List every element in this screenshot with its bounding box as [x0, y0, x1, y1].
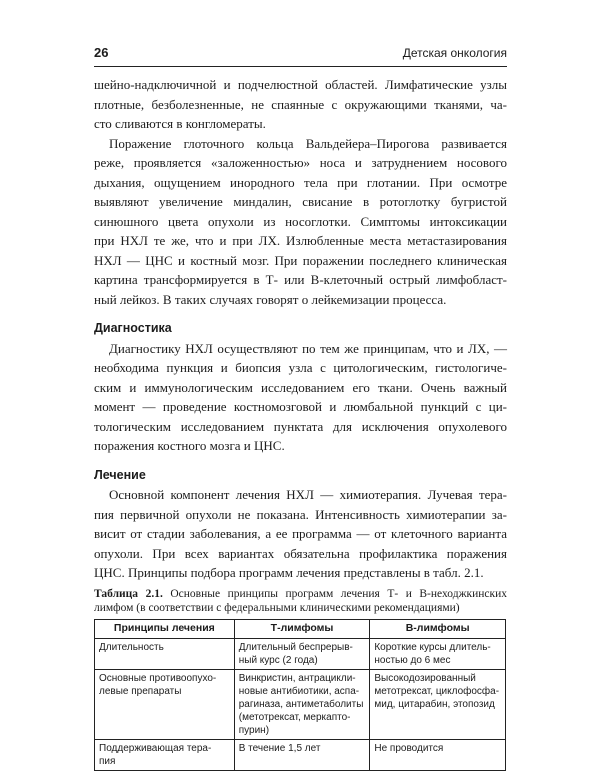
- text-line: ный лейкоз. В таких случаях говорят о лейкемизации процесса.: [94, 291, 447, 307]
- text-line: пия первичной опухоли не показана. Интенсивность химиотерапии за-: [94, 506, 507, 522]
- column-header: В-лимфомы: [370, 619, 506, 638]
- text-line: картина трансформируется в Т- или В-клеточный острый лимфобласт-: [94, 272, 507, 287]
- text-line: висит от стадии заболевания, а ее программа — от клеточного варианта: [94, 526, 507, 541]
- table-cell: [234, 669, 370, 739]
- treatment-principles-table: [94, 619, 506, 771]
- cell-line: Основные противоопухо-: [99, 672, 217, 684]
- table-header-row: [95, 619, 506, 638]
- table-row: [95, 739, 506, 770]
- cell-line: метотрексат, циклофосфа-: [374, 685, 500, 697]
- text-line: Диагностику НХЛ осуществляют по тем же принципам, что и ЛХ, —: [109, 340, 507, 356]
- caption-label: Таблица 2.1.: [94, 587, 163, 600]
- paragraph-intro: [94, 75, 507, 134]
- cell-line: Длительный беспрерыв-: [238, 641, 353, 653]
- cell-line: Короткие курсы длитель-: [374, 641, 491, 653]
- cell-line: ностью до 6 мес: [374, 654, 451, 666]
- caption-line: [94, 587, 507, 601]
- text-line: плотные, безболезненные, не спаянные с окружающими тканями, ча-: [94, 96, 507, 112]
- page-header: [94, 44, 507, 67]
- table-row: [95, 638, 506, 669]
- text-line: ским и иммунологическим исследованием его ткани. Очень важный: [94, 379, 507, 395]
- table-cell: [370, 669, 506, 739]
- text-line: Основной компонент лечения НХЛ — химиотерапия. Лучевая тера-: [109, 487, 507, 502]
- cell-line: (метотрексат, меркапто-: [238, 711, 351, 723]
- cell-line: Длительность: [99, 641, 164, 653]
- table-cell: [370, 638, 506, 669]
- table-row: [95, 669, 506, 739]
- paragraph-treatment: [94, 485, 507, 583]
- cell-line: левые препараты: [99, 685, 182, 697]
- table-cell: [95, 638, 235, 669]
- cell-line: Винкристин, антрацикли-: [238, 672, 356, 684]
- cell-line: пурин): [238, 724, 270, 736]
- cell-line: новые антибиотики, аспа-: [238, 685, 360, 697]
- cell-line: рагиназа, антиметаболиты: [238, 698, 364, 710]
- text-line: момент — проведение костномозговой и люмбальной пункций с ци-: [94, 399, 507, 414]
- cell-line: Высокодозированный: [374, 672, 476, 684]
- cell-line: Поддерживающая тера-: [99, 742, 212, 754]
- cell-line: ный курс (2 года): [238, 654, 318, 666]
- cell-line: мид, цитарабин, этопозид: [374, 698, 495, 710]
- caption-line: лимфом (в соответствии с федеральными клиническими рекомендациями): [94, 601, 460, 614]
- text-line: сто сливаются в конгломераты.: [94, 116, 266, 131]
- text-line: реже, проявляется «заложенностью» носа и затруднением носового: [94, 155, 507, 170]
- text-line: ЦНС. Принципы подбора программ лечения представлены в табл. 2.1.: [94, 565, 484, 580]
- section-heading-diagnostics: Диагностика: [94, 321, 172, 335]
- table-caption: [94, 587, 507, 615]
- section-heading-treatment: Лечение: [94, 467, 146, 482]
- table-cell: [95, 669, 235, 739]
- text-line: выявляют увеличение миндалин, свисание в ротоглотку бугристой: [94, 194, 507, 209]
- table-cell: [370, 739, 506, 770]
- cell-line: Не проводится: [374, 742, 444, 754]
- column-header: Т-лимфомы: [234, 619, 370, 638]
- caption-text: Основные принципы программ лечения Т- и В-неходжкинских: [170, 587, 508, 600]
- text-line: необходима пункция и биопсия узла с цитологическим, гистологиче-: [94, 360, 507, 375]
- page-body: [94, 75, 507, 771]
- column-header: Принципы лечения: [95, 619, 235, 638]
- text-line: поражения костного мозга и ЦНС.: [94, 438, 285, 453]
- table-cell: [234, 638, 370, 669]
- paragraph-diagnostics: [94, 339, 507, 456]
- text-line: опухоли. При всех вариантах обязательна профилактика поражения: [94, 545, 507, 561]
- cell-line: пия: [99, 755, 116, 767]
- text-line: синюшного цвета опухоли из носоглотки. Симптомы интоксикации: [94, 213, 507, 229]
- cell-line: В течение 1,5 лет: [238, 742, 321, 754]
- text-line: при НХЛ те же, что и при ЛХ. Излюбленные места метастазирования: [94, 233, 507, 248]
- table-cell: [95, 739, 235, 770]
- text-line: шейно-надключичной и подчелюстной областей. Лимфатические узлы: [94, 77, 507, 92]
- text-line: тологическим исследованием пунктата для исключения опухолевого: [94, 418, 507, 434]
- running-title: Детская онкология: [402, 46, 507, 60]
- table-cell: [234, 739, 370, 770]
- text-line: Поражение глоточного кольца Вальдейера–Пирогова развивается: [109, 135, 507, 151]
- text-line: дыхания, ощущением инородного тела при глотании. При осмотре: [94, 174, 507, 190]
- page-number: 26: [94, 45, 109, 60]
- paragraph-waldeyer: [94, 134, 507, 310]
- text-line: НХЛ — ЦНС и костный мозг. При поражении последнего клиническая: [94, 252, 507, 268]
